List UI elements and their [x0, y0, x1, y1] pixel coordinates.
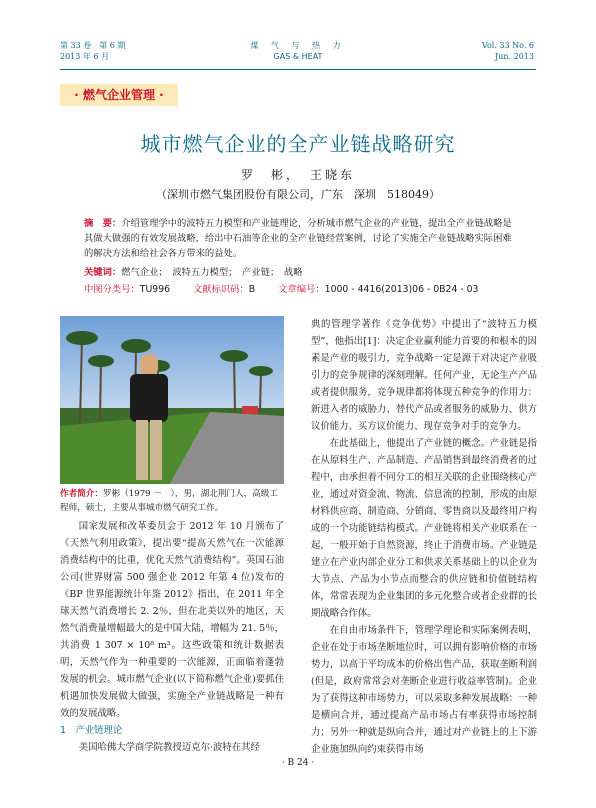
page-number: · B 24 · — [281, 758, 315, 768]
right-paragraph-2: 在此基础上，他提出了产业链的概念。产业链是指在从原料生产、产品制造、产品销售到最终消费者的过程中，由承担着不同分工的相互关联的企业围绕核心产业，通过对资金流、物流、信息流的控制，形成的由原材料供应商、制造商、分销商、零售商以及最终用户构成的一个功能链结构模式。产业链将相关产业联系在一起，一般开始于自然资源，终止于消费市场。产业链是建立在产业内部企业分工和供求关系基础上的以企业为大节点、产品为小节点而整合的供应链和价值链结构体，常常表现为企业集团的多元化整合或者企业群的长期战略合作体。 — [311, 438, 537, 619]
classification-line — [84, 283, 498, 297]
author-photo — [60, 316, 284, 484]
left-column — [60, 518, 284, 756]
keywords-label: 关键词： — [84, 267, 122, 278]
doc-code-label: 文献标识码： — [193, 284, 249, 295]
journal-name: 煤 气 与 热 力 — [250, 41, 346, 50]
intro-paragraph: 国家发展和改革委员会于 2012 年 10 月颁布了《天然气利用政策》，提出要“提高天然气在一次能源消费结构中的比重，优化天然气消费结构”。英国石油公司(世界财富 500 强企业 2012 年第 4 位)发布的《BP 世界能源统计年鉴 2012》指出，在 2011 年全球天然气消费增长 2. 2％，但在北美以外的地区，天然气消费量增幅最大的是中国大陆，增幅为 21. 5％，共消费 1 307 × 10⁸ m³。这些政策和统计数据表明，天然气作为一种重要的一次能源，正面临着蓬勃发展的机会。城市燃气企业(以下简称燃气企业)要抓住机遇加快发展做大做强，实施全产业链战略是一种有效的发展战略。 — [60, 521, 284, 719]
article-number-value: 1000 - 4416(2013)06 - 0B24 - 03 — [324, 284, 479, 295]
volume-en: Vol. 33 No. 6 — [481, 41, 534, 50]
author-photo-image — [60, 316, 284, 484]
right-column — [311, 316, 537, 758]
abstract-label: 摘 要： — [84, 218, 122, 229]
authors: 罗 彬， 王晓东 — [240, 168, 355, 182]
column-tag: · 燃气企业管理 · — [60, 84, 178, 106]
keywords — [84, 266, 303, 280]
clc-label: 中图分类号： — [84, 284, 140, 295]
right-paragraph-3: 在自由市场条件下，管理学理论和实际案例表明，企业在处于市场垄断地位时，可以拥有影响价格的市场势力，以高于平均成本的价格出售产品，获取垄断利润(但是，政府常常会对垄断企业进行收益率管制)。企业为了获得这种市场势力，可以采取多种发展战略：一种是横向合并，通过提高产品市场占有率获得市场控制力；另外一种就是纵向合并，通过对产业链上的上下游企业施加纵向约束获得市场 — [311, 625, 537, 755]
clc-value: TU996 — [139, 284, 171, 295]
article-number-label: 文章编号： — [278, 284, 325, 295]
volume-issue: 第 33 卷 第 6 期 — [60, 41, 126, 50]
keywords-text: 燃气企业； 波特五力模型； 产业链； 战略 — [121, 267, 303, 278]
right-paragraph-1: 典的管理学著作《竞争优势》中提出了“波特五力模型”，他指出[1]：决定企业赢利能力首要的和根本的因素是产业的吸引力，竞争战略一定是源于对决定产业吸引力的竞争规律的深刻理解。任何产业，无论生产产品或者提供服务，竞争规律都将体现五种竞争的作用力：新进入者的威胁力、替代产品或者服务的威胁力、供方议价能力、买方议价能力、现存竞争对手的竞争力。 — [311, 319, 537, 432]
header-right — [482, 40, 534, 62]
abstract-text: 介绍管理学中的波特五力模型和产业链理论，分析城市燃气企业的产业链，提出全产业链战略是其做大做强的有效发展战略，给出中石油等企业的全产业链经营案例，讨论了实施全产业链战略实际困难的解决方法和给社会各方带来的益处。 — [84, 218, 512, 259]
journal-name-en: GAS & HEAT — [273, 52, 323, 61]
bio-label: 作者简介： — [60, 489, 103, 499]
issue-date: 2013 年 6 月 — [60, 52, 110, 61]
author-bio — [60, 487, 284, 515]
article-title: 城市燃气企业的全产业链战略研究 — [140, 132, 456, 156]
section-heading: 1 产业链理论 — [60, 725, 123, 736]
header-rule — [60, 69, 536, 70]
affiliation: （深圳市燃气集团股份有限公司，广东 深圳 518049） — [156, 188, 440, 201]
bio-text: 罗彬（1979 － ），男，湖北荆门人，高级工程师，硕士，主要从事城市燃气研究工作。 — [60, 489, 278, 513]
doc-code-value: B — [248, 284, 256, 295]
abstract — [84, 216, 512, 261]
date-en: Jun. 2013 — [495, 52, 534, 61]
section-first-line: 美国哈佛大学商学院教授迈克尔·波特在其经 — [78, 742, 260, 753]
